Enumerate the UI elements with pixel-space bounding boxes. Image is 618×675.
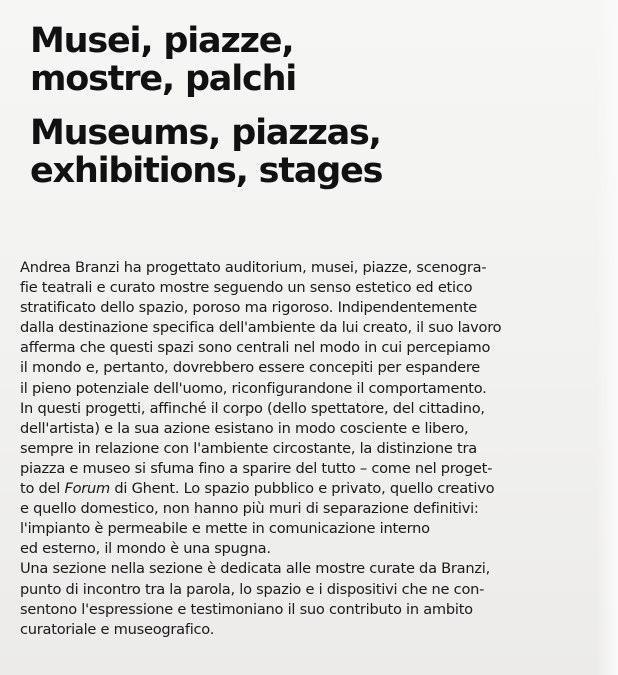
body-line: Andrea Branzi ha progettato auditorium, musei, piazze, scenogra-	[20, 259, 487, 276]
panel-edge	[596, 0, 618, 675]
body-line-text: di Ghent. Lo spazio pubblico e privato, quello creativo	[110, 480, 495, 498]
body-line: il pieno potenziale dell'uomo, riconfigurandone il comportamento.	[20, 379, 487, 397]
title-english-line: exhibitions, stages	[30, 151, 383, 191]
title-english	[30, 114, 600, 190]
body-line: dell'artista) e la sua azione esistano in modo cosciente e libero,	[20, 419, 469, 437]
body-line: stratificato dello spazio, poroso ma rigoroso. Indipendentemente	[20, 299, 478, 317]
body-line: dalla destinazione specifica dell'ambiente da lui creato, il suo lavoro	[20, 319, 502, 337]
body-line: sempre in relazione con l'ambiente circostante, la distinzione tra	[20, 439, 477, 457]
body-line: ed esterno, il mondo è una spugna.	[20, 540, 271, 558]
title-italian-line: mostre, palchi	[30, 59, 297, 99]
body-line: fie teatrali e curato mostre seguendo un senso estetico ed etico	[20, 279, 473, 297]
body-line: afferma che questi spazi sono centrali nel modo in cui percepiamo	[20, 339, 491, 357]
body-line: Una sezione nella sezione è dedicata alle mostre curate da Branzi,	[20, 560, 490, 578]
body-line	[20, 479, 600, 499]
body-line: il mondo e, pertanto, dovrebbero essere concepiti per espandere	[20, 359, 481, 377]
body-line: l'impianto è permeabile e mette in comunicazione interno	[20, 520, 430, 538]
body-line: In questi progetti, affinché il corpo (dello spettatore, del cittadino,	[20, 399, 485, 417]
body-paragraph	[20, 258, 600, 640]
title-english-line: Museums, piazzas,	[30, 113, 381, 153]
body-line: piazza e museo si sfuma fino a sparire del tutto – come nel proget-	[20, 459, 493, 477]
titles	[30, 22, 600, 190]
title-italian	[30, 22, 600, 98]
body-line: curatoriale e museografico.	[20, 620, 215, 638]
body-line: punto di incontro tra la parola, lo spazio e i dispositivi che ne con-	[20, 580, 485, 598]
body-line: sentono l'espressione e testimoniano il suo contributo in ambito	[20, 600, 473, 618]
body-line: e quello domestico, non hanno più muri di separazione definitivi:	[20, 500, 479, 518]
forum-italic: Forum	[64, 480, 111, 498]
body-line-text: to del	[20, 480, 65, 498]
title-italian-line: Musei, piazze,	[30, 21, 294, 61]
